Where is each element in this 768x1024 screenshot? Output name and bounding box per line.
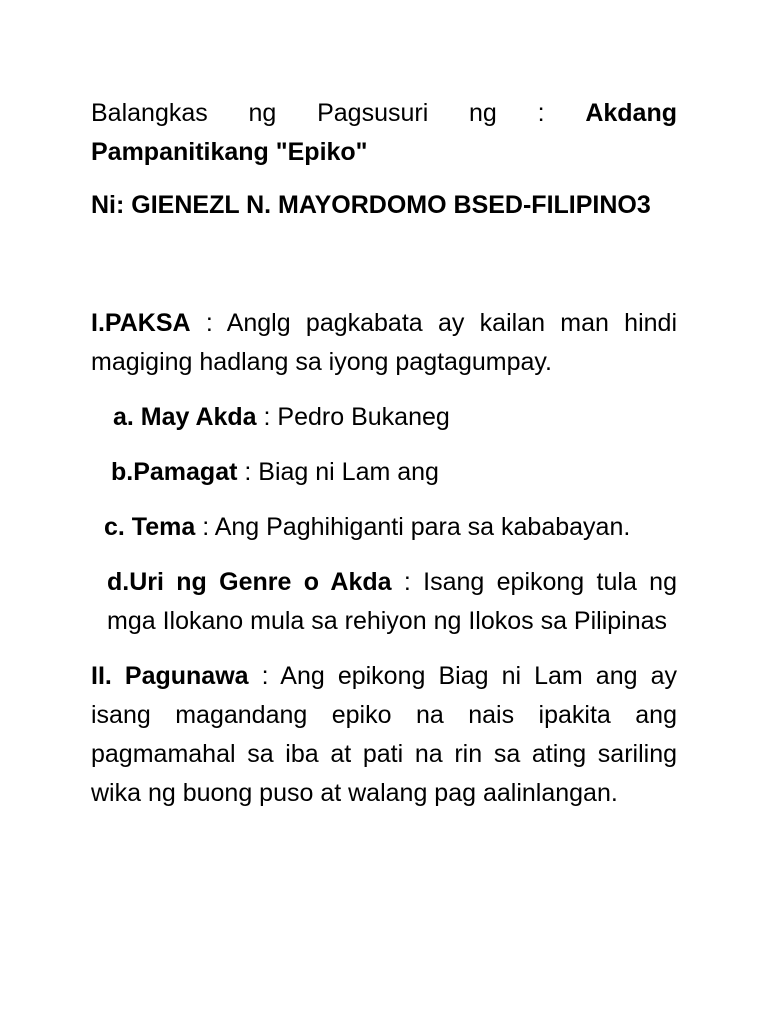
tema-label: c. Tema <box>104 513 196 541</box>
paksa-text: : Anglg pagkabata ay kailan man hindi magiging hadlang sa iyong pagtagumpay. <box>91 309 677 376</box>
author-line: Ni: GIENEZL N. MAYORDOMO BSED-FILIPINO3 <box>91 191 651 219</box>
uri-ng-genre-text: : Isang epikong tula ng mga Ilokano mula sa rehiyon ng Ilokos sa Pilipinas <box>107 568 677 635</box>
item-uri-ng-genre <box>91 563 677 641</box>
tema-text: : Ang Paghihiganti para sa kababayan. <box>195 513 631 541</box>
uri-ng-genre-label: d.Uri ng Genre o Akda <box>107 568 392 596</box>
pamagat-label: b.Pamagat <box>111 458 238 486</box>
item-pamagat <box>91 453 677 492</box>
item-tema <box>91 508 677 547</box>
title-bold: Akdang Pampanitikang "Epiko" <box>91 99 677 166</box>
pamagat-text: : Biag ni Lam ang <box>237 458 439 486</box>
paksa-label: I.PAKSA <box>91 309 191 337</box>
section-pagunawa <box>91 657 677 813</box>
document-title <box>91 94 677 172</box>
pagunawa-text: : Ang epikong Biag ni Lam ang ay isang magandang epiko na nais ipakita ang pagmamahal sa iba at pati na rin sa ating sariling wika ng buong puso at walang pag aalinlangan. <box>91 662 677 807</box>
may-akda-label: a. May Akda <box>113 403 257 431</box>
section-paksa <box>91 304 677 382</box>
item-may-akda <box>91 398 677 437</box>
title-intro: Balangkas ng Pagsusuri ng : <box>91 99 586 127</box>
document-page <box>91 94 677 813</box>
may-akda-text: : Pedro Bukaneg <box>256 403 450 431</box>
pagunawa-label: II. Pagunawa <box>91 662 249 690</box>
